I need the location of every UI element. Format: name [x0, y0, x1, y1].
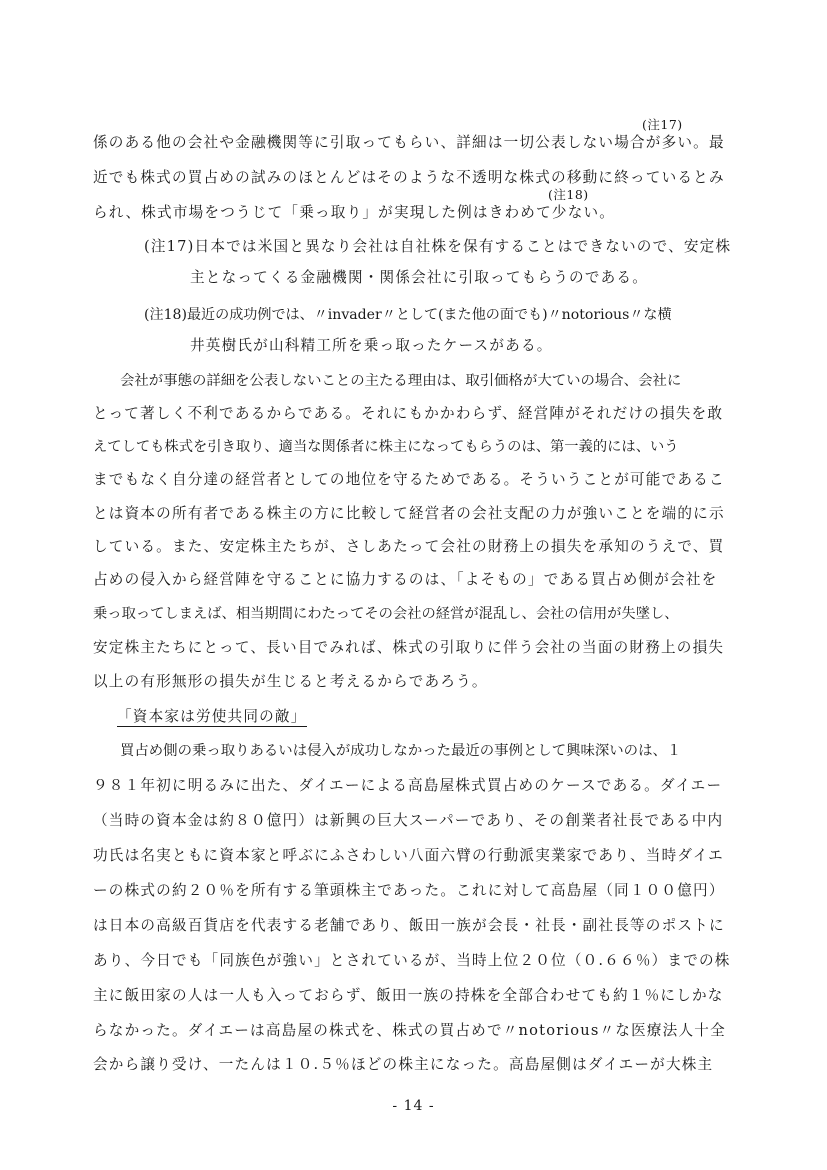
section-heading	[117, 707, 307, 727]
footnote-18-line: (注18)最近の成功例では、〃invader〃として(また他の面でも)〃notorious〃な横	[144, 307, 672, 323]
text-line: ーの株式の約２０％を所有する筆頭株主であった。これに対して高島屋（同１００億円）	[93, 882, 725, 899]
text-line: 近でも株式の買占めの試みのほとんどはそのような不透明な株式の移動に終っているとみ	[93, 169, 725, 186]
text-line: 会から譲り受け、一たんは１０.５％ほどの株主になった。高島屋側はダイエーが大株主	[93, 1056, 714, 1073]
text-line: えてしても株式を引き取り、適当な関係者に株主になってもらうのは、第一義的には、いう	[93, 439, 679, 455]
text-line: とは資本の所有者である株主の方に比較して経営者の会社支配の力が強いことを端的に示	[93, 505, 725, 522]
note-ref-17: (注17)	[642, 117, 683, 132]
text-line: あり、今日でも「同族色が強い」とされているが、当時上位２０位（０.６６％）までの株	[93, 952, 731, 969]
text-line: 主に飯田家の人は一人も入っておらず、飯田一族の持株を全部合わせても約１％にしかな	[93, 987, 724, 1004]
text-line: 係のある他の会社や金融機関等に引取ってもらい、詳細は一切公表しない場合が多い。最	[93, 134, 725, 151]
text-line: 買占め側の乗っ取りあるいは侵入が成功しなかった最近の事例として興味深いのは、１	[120, 743, 682, 759]
text-line: は日本の高級百貨店を代表する老舗であり、飯田一族が会長・社長・副社長等のポストに	[93, 917, 725, 934]
text-line: している。また、安定株主たちが、さしあたって会社の財務上の損失を承知のうえで、買	[93, 538, 725, 555]
note-ref-18: (注18)	[548, 187, 589, 202]
text-line: とって著しく不利であるからである。それにもかかわらず、経営陣がそれだけの損失を敢	[93, 405, 724, 422]
footnote-18-line: 井英樹氏が山科精工所を乗っ取ったケースがある。	[190, 337, 553, 354]
text-line: 功氏は名実ともに資本家と呼ぶにふさわしい八面六臂の行動派実業家であり、当時ダイエ	[93, 847, 724, 864]
text-line: られ、株式市場をつうじて「乗っ取り」が実現した例はきわめて少ない。	[93, 204, 616, 221]
text-line: 以上の有形無形の損失が生じると考えるからであろう。	[93, 673, 488, 690]
text-line: （当時の資本金は約８０億円）は新興の巨大スーパーであり、その創業者社長である中内	[93, 812, 724, 829]
text-line: 会社が事態の詳細を公表しないことの主たる理由は、取引価格が大ていの場合、会社に	[120, 373, 682, 389]
text-line: ９８１年初に明るみに出た、ダイエーによる高島屋株式買占めのケースである。ダイエー	[93, 777, 723, 794]
text-line: までもなく自分達の経営者としての地位を守るためである。そういうことが可能であるこ	[93, 471, 725, 488]
text-line: 安定株主たちにとって、長い目でみれば、株式の引取りに伴う会社の当面の財務上の損失	[93, 639, 725, 656]
text-line: 占めの侵入から経営陣を守ることに協力するのは、「よそもの」である買占め側が会社を	[93, 571, 718, 588]
text-line: 乗っ取ってしまえば、相当期間にわたってその会社の経営が混乱し、会社の信用が失墜し、	[93, 606, 679, 622]
text-line: らなかった。ダイエーは高島屋の株式を、株式の買占めで〃notorious〃な医療法人十全	[93, 1022, 726, 1039]
section-heading-text: 「資本家は労使共同の敵」	[117, 708, 307, 725]
footnote-17-line: (注17)日本では米国と異なり会社は自社株を保有することはできないので、安定株	[144, 238, 732, 255]
footnote-17-line: 主となってくる金融機関・関係会社に引取ってもらうのである。	[190, 269, 649, 286]
page-number: - 14 -	[392, 1098, 435, 1114]
